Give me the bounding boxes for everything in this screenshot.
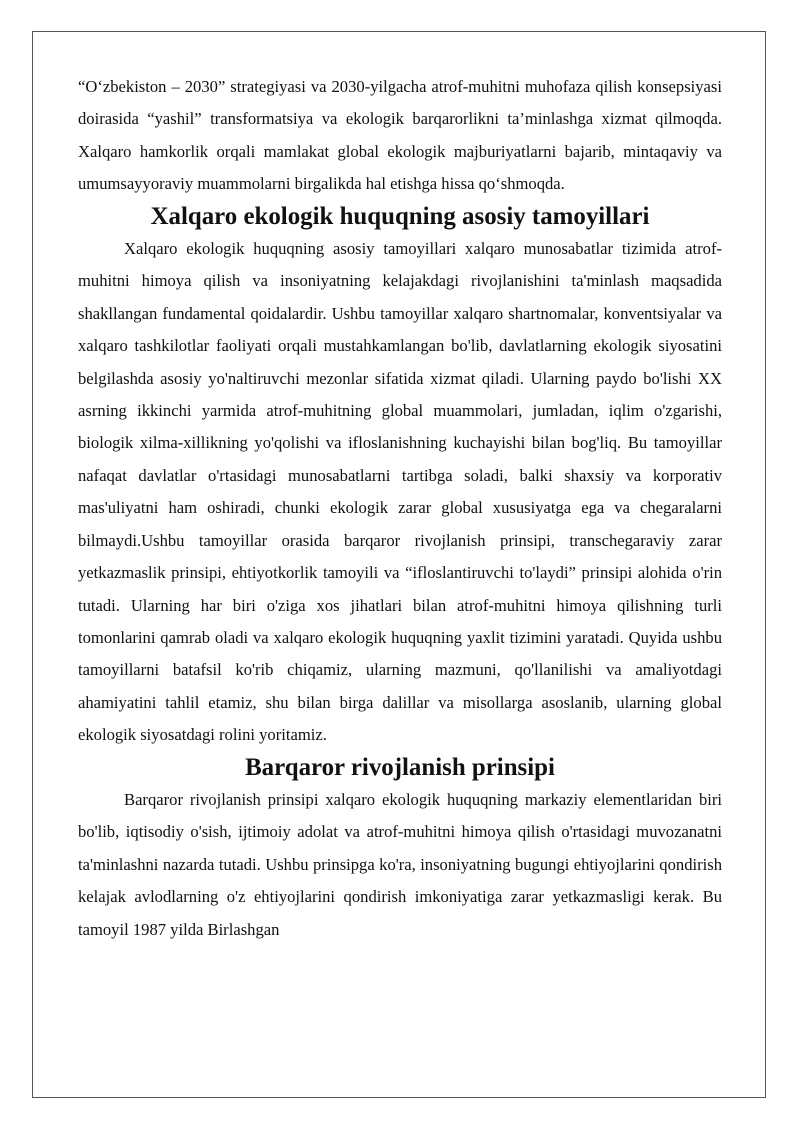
section-heading-sustainable-development: Barqaror rivojlanish prinsipi — [245, 753, 555, 781]
sustainable-development-paragraph: Barqaror rivojlanish prinsipi xalqaro ekologik huquqning markaziy elementlaridan biri bo'lib, iqtisodiy o'sish, ijtimoiy adolat va atrof-muhitni himoya qilish o'rtasidagi muvozanatni ta'minlashni nazarda tutadi. Ushbu prinsipga ko'ra, insoniyatning bugungi ehtiyojlarini qondirish kelajak avlodlarning o'z ehtiyojlarini qondirish imkoniyatiga zarar yetkazmasligi kerak. Bu tamoyil 1987 yilda Birlashgan — [78, 789, 722, 939]
document-body — [78, 71, 722, 946]
principles-paragraph: Xalqaro ekologik huquqning asosiy tamoyillari xalqaro munosabatlar tizimida atrof-muhitni himoya qilish va insoniyatning kelajakdagi rivojlanishini ta'minlash maqsadida shakllangan fundamental qoidalardir. Ushbu tamoyillar xalqaro shartnomalar, konventsiyalar va xalqaro tashkilotlar faoliyati orqali mustahkamlangan bo'lib, davlatlarning ekologik siyosatini belgilashda asosiy yo'naltiruvchi mezonlar sifatida xizmat qiladi. Ularning paydo bo'lishi XX asrning ikkinchi yarmida atrof-muhitning global muammolari, jumladan, iqlim o'zgarishi, biologik xilma-xillikning yo'qolishi va ifloslanishning kuchayishi bilan bog'liq. Bu tamoyillar nafaqat davlatlar o'rtasidagi munosabatlarni tartibga soladi, balki shaxsiy va korporativ mas'uliyatni ham oshiradi, chunki ekologik zarar global xususiyatga ega va chegaralarni bilmaydi.Ushbu tamoyillar orasida barqaror rivojlanish prinsipi, transchegaraviy zarar yetkazmaslik prinsipi, ehtiyotkorlik tamoyili va “ifloslantiruvchi to'laydi” prinsipi alohida o'rin tutadi. Ularning har biri o'ziga xos jihatlari bilan atrof-muhitni himoya qilishning turli tomonlarini qamrab oladi va xalqaro ekologik huquqning yaxlit tizimini yaratadi. Quyida ushbu tamoyillarni batafsil ko'rib chiqamiz, ularning mazmuni, qo'llanilishi va amaliyotdagi ahamiyatini tahlil etamiz, shu bilan birga dalillar va misollarga asoslanib, ularning global ekologik siyosatdagi rolini yoritamiz. — [78, 239, 722, 745]
intro-paragraph: “O‘zbekiston – 2030” strategiyasi va 2030-yilgacha atrof-muhitni muhofaza qilish konsepsiyasi doirasida “yashil” transformatsiya va ekologik barqarorlikni ta’minlashga xizmat qilmoqda. Xalqaro hamkorlik orqali mamlakat global ekologik majburiyatlarni bajarib, mintaqaviy va umumsayyoraviy muammolarni birgalikda hal etishga hissa qo‘shmoqda. — [78, 77, 722, 194]
section-heading-principles: Xalqaro ekologik huquqning asosiy tamoyillari — [150, 202, 650, 230]
